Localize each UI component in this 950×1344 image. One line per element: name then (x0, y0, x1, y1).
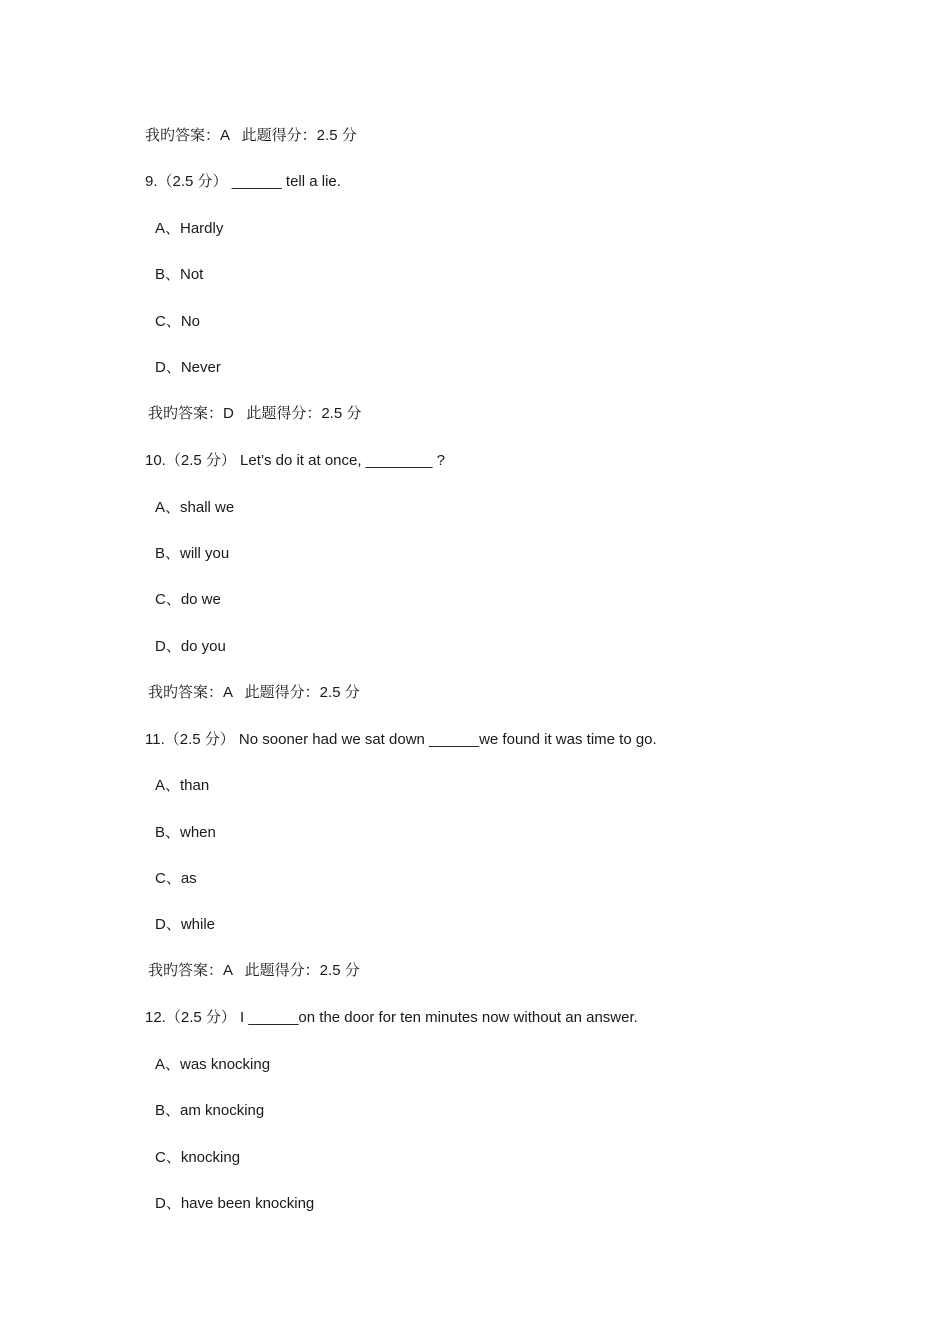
option-d: D、Never (155, 359, 221, 376)
option-d: D、do you (155, 638, 226, 655)
option-b: B、when (155, 824, 216, 841)
option-b: B、will you (155, 545, 230, 562)
question-stem: 12.（2.5 分） I ______on the door for ten minutes now without an answer. (145, 1009, 638, 1026)
answer-line: 我旳答案：A 此题得分：2.5 分 (148, 684, 360, 701)
option-d: D、while (155, 916, 216, 933)
option-b: B、am knocking (155, 1102, 265, 1119)
question-stem: 10.（2.5 分） Let’s do it at once, ________ ? (145, 452, 445, 469)
option-b: B、Not (155, 266, 204, 283)
option-c: C、knocking (155, 1149, 241, 1166)
option-a: A、Hardly (155, 220, 224, 237)
option-c: C、No (155, 313, 201, 330)
option-a: A、shall we (155, 499, 235, 516)
option-c: C、as (155, 870, 197, 887)
answer-line: 我旳答案：A 此题得分：2.5 分 (145, 127, 357, 144)
option-a: A、than (155, 777, 210, 794)
question-stem: 11.（2.5 分） No sooner had we sat down ______we found it was time to go. (145, 731, 657, 748)
answer-line: 我旳答案：A 此题得分：2.5 分 (148, 962, 360, 979)
option-a: A、was knocking (155, 1056, 271, 1073)
option-d: D、have been knocking (155, 1195, 315, 1212)
question-stem: 9.（2.5 分） ______ tell a lie. (145, 173, 341, 190)
answer-line: 我旳答案：D 此题得分：2.5 分 (148, 405, 362, 422)
option-c: C、do we (155, 591, 221, 608)
